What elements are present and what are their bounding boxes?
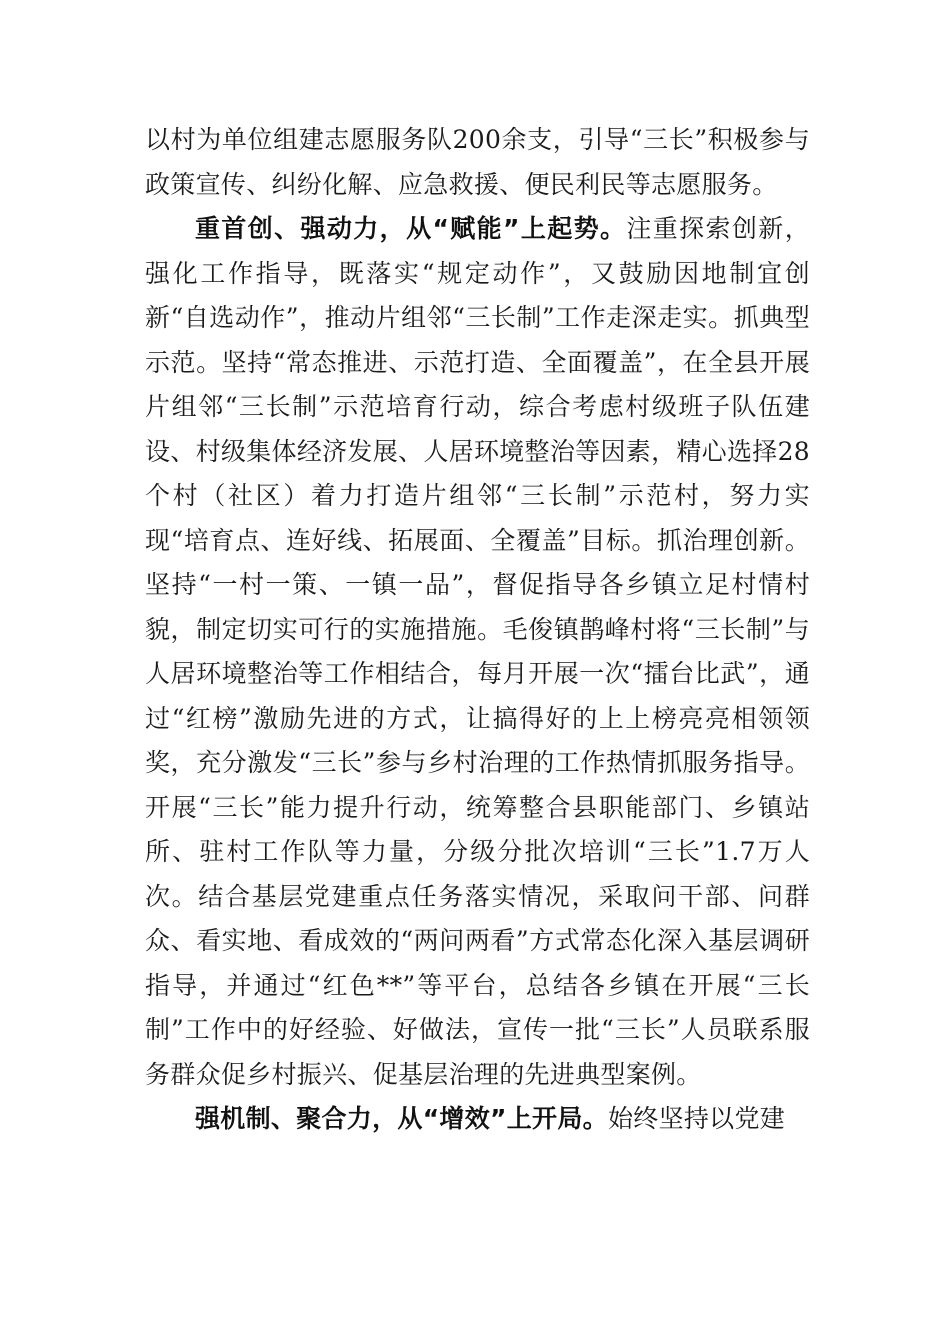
paragraph-text: 以村为单位组建志愿服务队200余支，引导“三长”积极参与政策宣传、纠纷化解、应急救援、便民利民等志愿服务。 [145,125,810,199]
body-text [145,118,810,1142]
paragraph-efficiency [145,1097,810,1142]
paragraph-continuation [145,118,810,207]
paragraph-heading: 强机制、聚合力，从“增效”上开局。 [195,1104,608,1133]
paragraph-text: 始终坚持以党建 [607,1104,786,1133]
paragraph-heading: 重首创、强动力，从“赋能”上起势。 [195,214,627,243]
paragraph-text: 注重探索创新，强化工作指导，既落实“规定动作”，又鼓励因地制宜创新“自选动作”，推动片组邻“三长制”工作走深走实。抓典型示范。坚持“常态推进、示范打造、全面覆盖”，在全县开展片组邻“三长制”示范培育行动，综合考虑村级班子队伍建设、村级集体经济发展、人居环境整治等因素，精心选择28个村（社区）着力打造片组邻“三长制”示范村，努力实现“培育点、连好线、拓展面、全覆盖”目标。抓治理创新。坚持“一村一策、一镇一品”，督促指导各乡镇立足村情村貌，制定切实可行的实施措施。毛俊镇鹊峰村将“三长制”与人居环境整治等工作相结合，每月开展一次“擂台比武”，通过“红榜”激励先进的方式，让搞得好的上上榜亮亮相领领奖，充分激发“三长”参与乡村治理的工作热情抓服务指导。开展“三长”能力提升行动，统筹整合县职能部门、乡镇站所、驻村工作队等力量，分级分批次培训“三长”1.7万人次。结合基层党建重点任务落实情况，采取问干部、问群众、看实地、看成效的“两问两看”方式常态化深入基层调研指导，并通过“红色**”等平台，总结各乡镇在开展“三长制”工作中的好经验、好做法，宣传一批“三长”人员联系服务群众促乡村振兴、促基层治理的先进典型案例。 [145,214,810,1089]
paragraph-empowerment [145,207,810,1097]
